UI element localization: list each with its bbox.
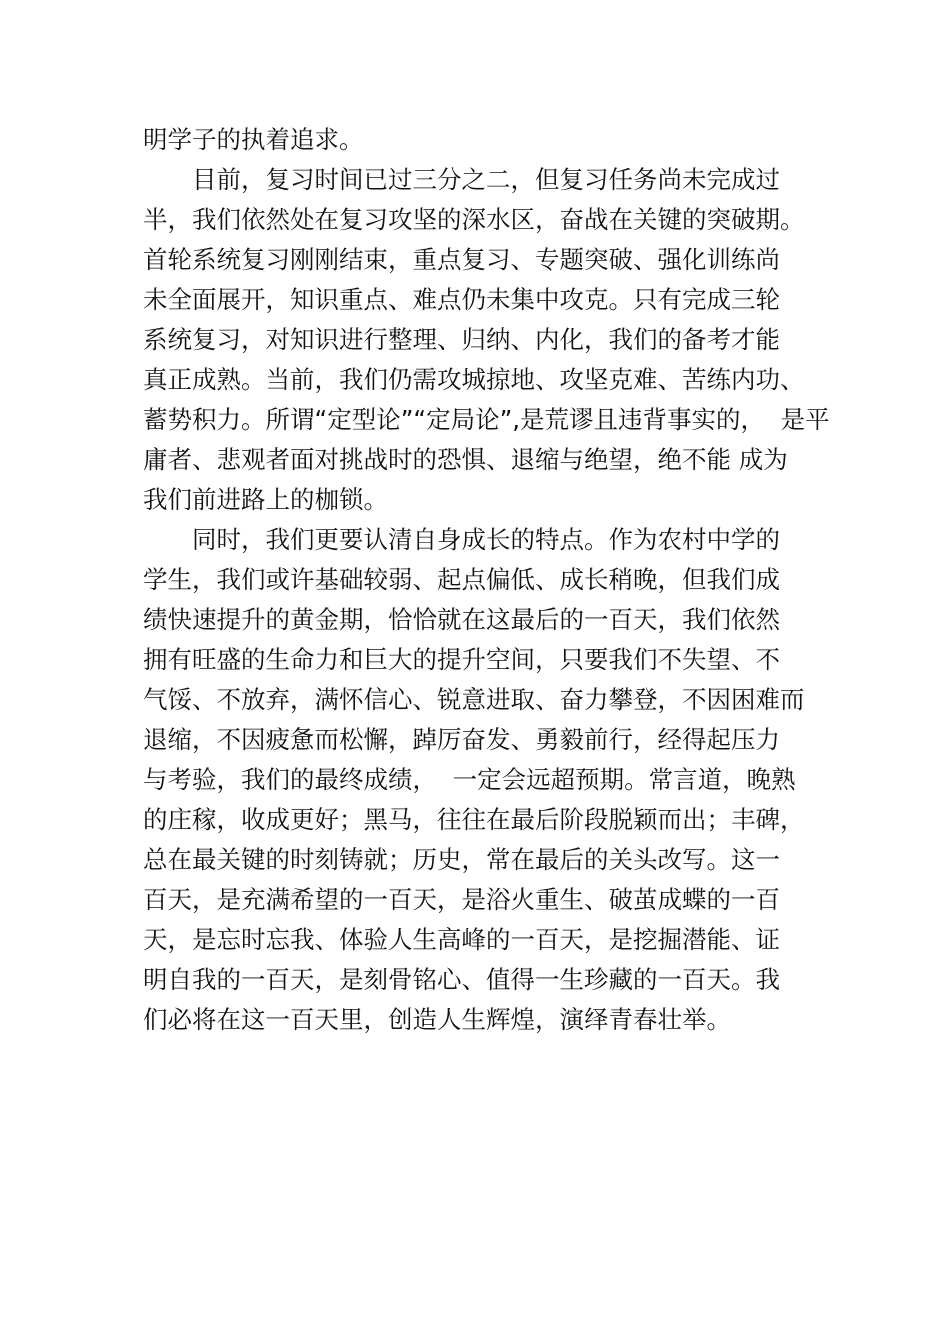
text-line: 半，我们依然处在复习攻坚的深水区，奋战在关键的突破期。 [143, 205, 805, 234]
text-line: 天，是忘时忘我、体验人生高峰的一百天，是挖掘潜能、证 [143, 925, 780, 954]
text-line: 首轮系统复习刚刚结束，重点复习、专题突破、强化训练尚 [143, 245, 780, 274]
text-line: 同时，我们更要认清自身成长的特点。作为农村中学的 [192, 525, 780, 554]
text-line: 未全面展开，知识重点、难点仍未集中攻克。只有完成三轮 [143, 285, 780, 314]
text-line: 拥有旺盛的生命力和巨大的提升空间，只要我们不失望、不 [143, 645, 780, 674]
text-line: 蓄势积力。所谓“定型论”“定局论”,是荒谬且违背事实的， 是平 [143, 405, 830, 434]
text-line: 明学子的执着追求。 [143, 125, 364, 154]
text-line: 学生，我们或许基础较弱、起点偏低、成长稍晚，但我们成 [143, 565, 780, 594]
text-line: 绩快速提升的黄金期，恰恰就在这最后的一百天，我们依然 [143, 605, 780, 634]
paragraph-continuation [143, 120, 823, 160]
text-line: 们必将在这一百天里，创造人生辉煌，演绎青春壮举。 [143, 1005, 731, 1034]
text-line: 气馁、不放弃，满怀信心、锐意进取、奋力攀登，不因困难而 [143, 685, 805, 714]
paragraph-review-status [143, 160, 830, 520]
text-line: 目前，复习时间已过三分之二，但复习任务尚未完成过 [192, 165, 780, 194]
paragraph-growth [143, 520, 823, 1040]
text-line: 总在最关键的时刻铸就；历史，常在最后的关头改写。这一 [143, 845, 780, 874]
text-line: 退缩，不因疲惫而松懈，踔厉奋发、勇毅前行，经得起压力 [143, 725, 780, 754]
body-text [143, 120, 830, 1040]
text-line: 庸者、悲观者面对挑战时的恐惧、退缩与绝望，绝不能 成为 [143, 445, 788, 474]
text-line: 明自我的一百天，是刻骨铭心、值得一生珍藏的一百天。我 [143, 965, 780, 994]
text-line: 我们前进路上的枷锁。 [143, 485, 388, 514]
text-line: 的庄稼，收成更好；黑马，往往在最后阶段脱颖而出；丰碑， [143, 805, 805, 834]
text-line: 与考验，我们的最终成绩， 一定会远超预期。常言道，晚熟 [143, 765, 796, 794]
text-line: 真正成熟。当前，我们仍需攻城掠地、攻坚克难、苦练内功、 [143, 365, 805, 394]
text-line: 系统复习，对知识进行整理、归纳、内化，我们的备考才能 [143, 325, 780, 354]
text-line: 百天，是充满希望的一百天，是浴火重生、破茧成蝶的一百 [143, 885, 780, 914]
